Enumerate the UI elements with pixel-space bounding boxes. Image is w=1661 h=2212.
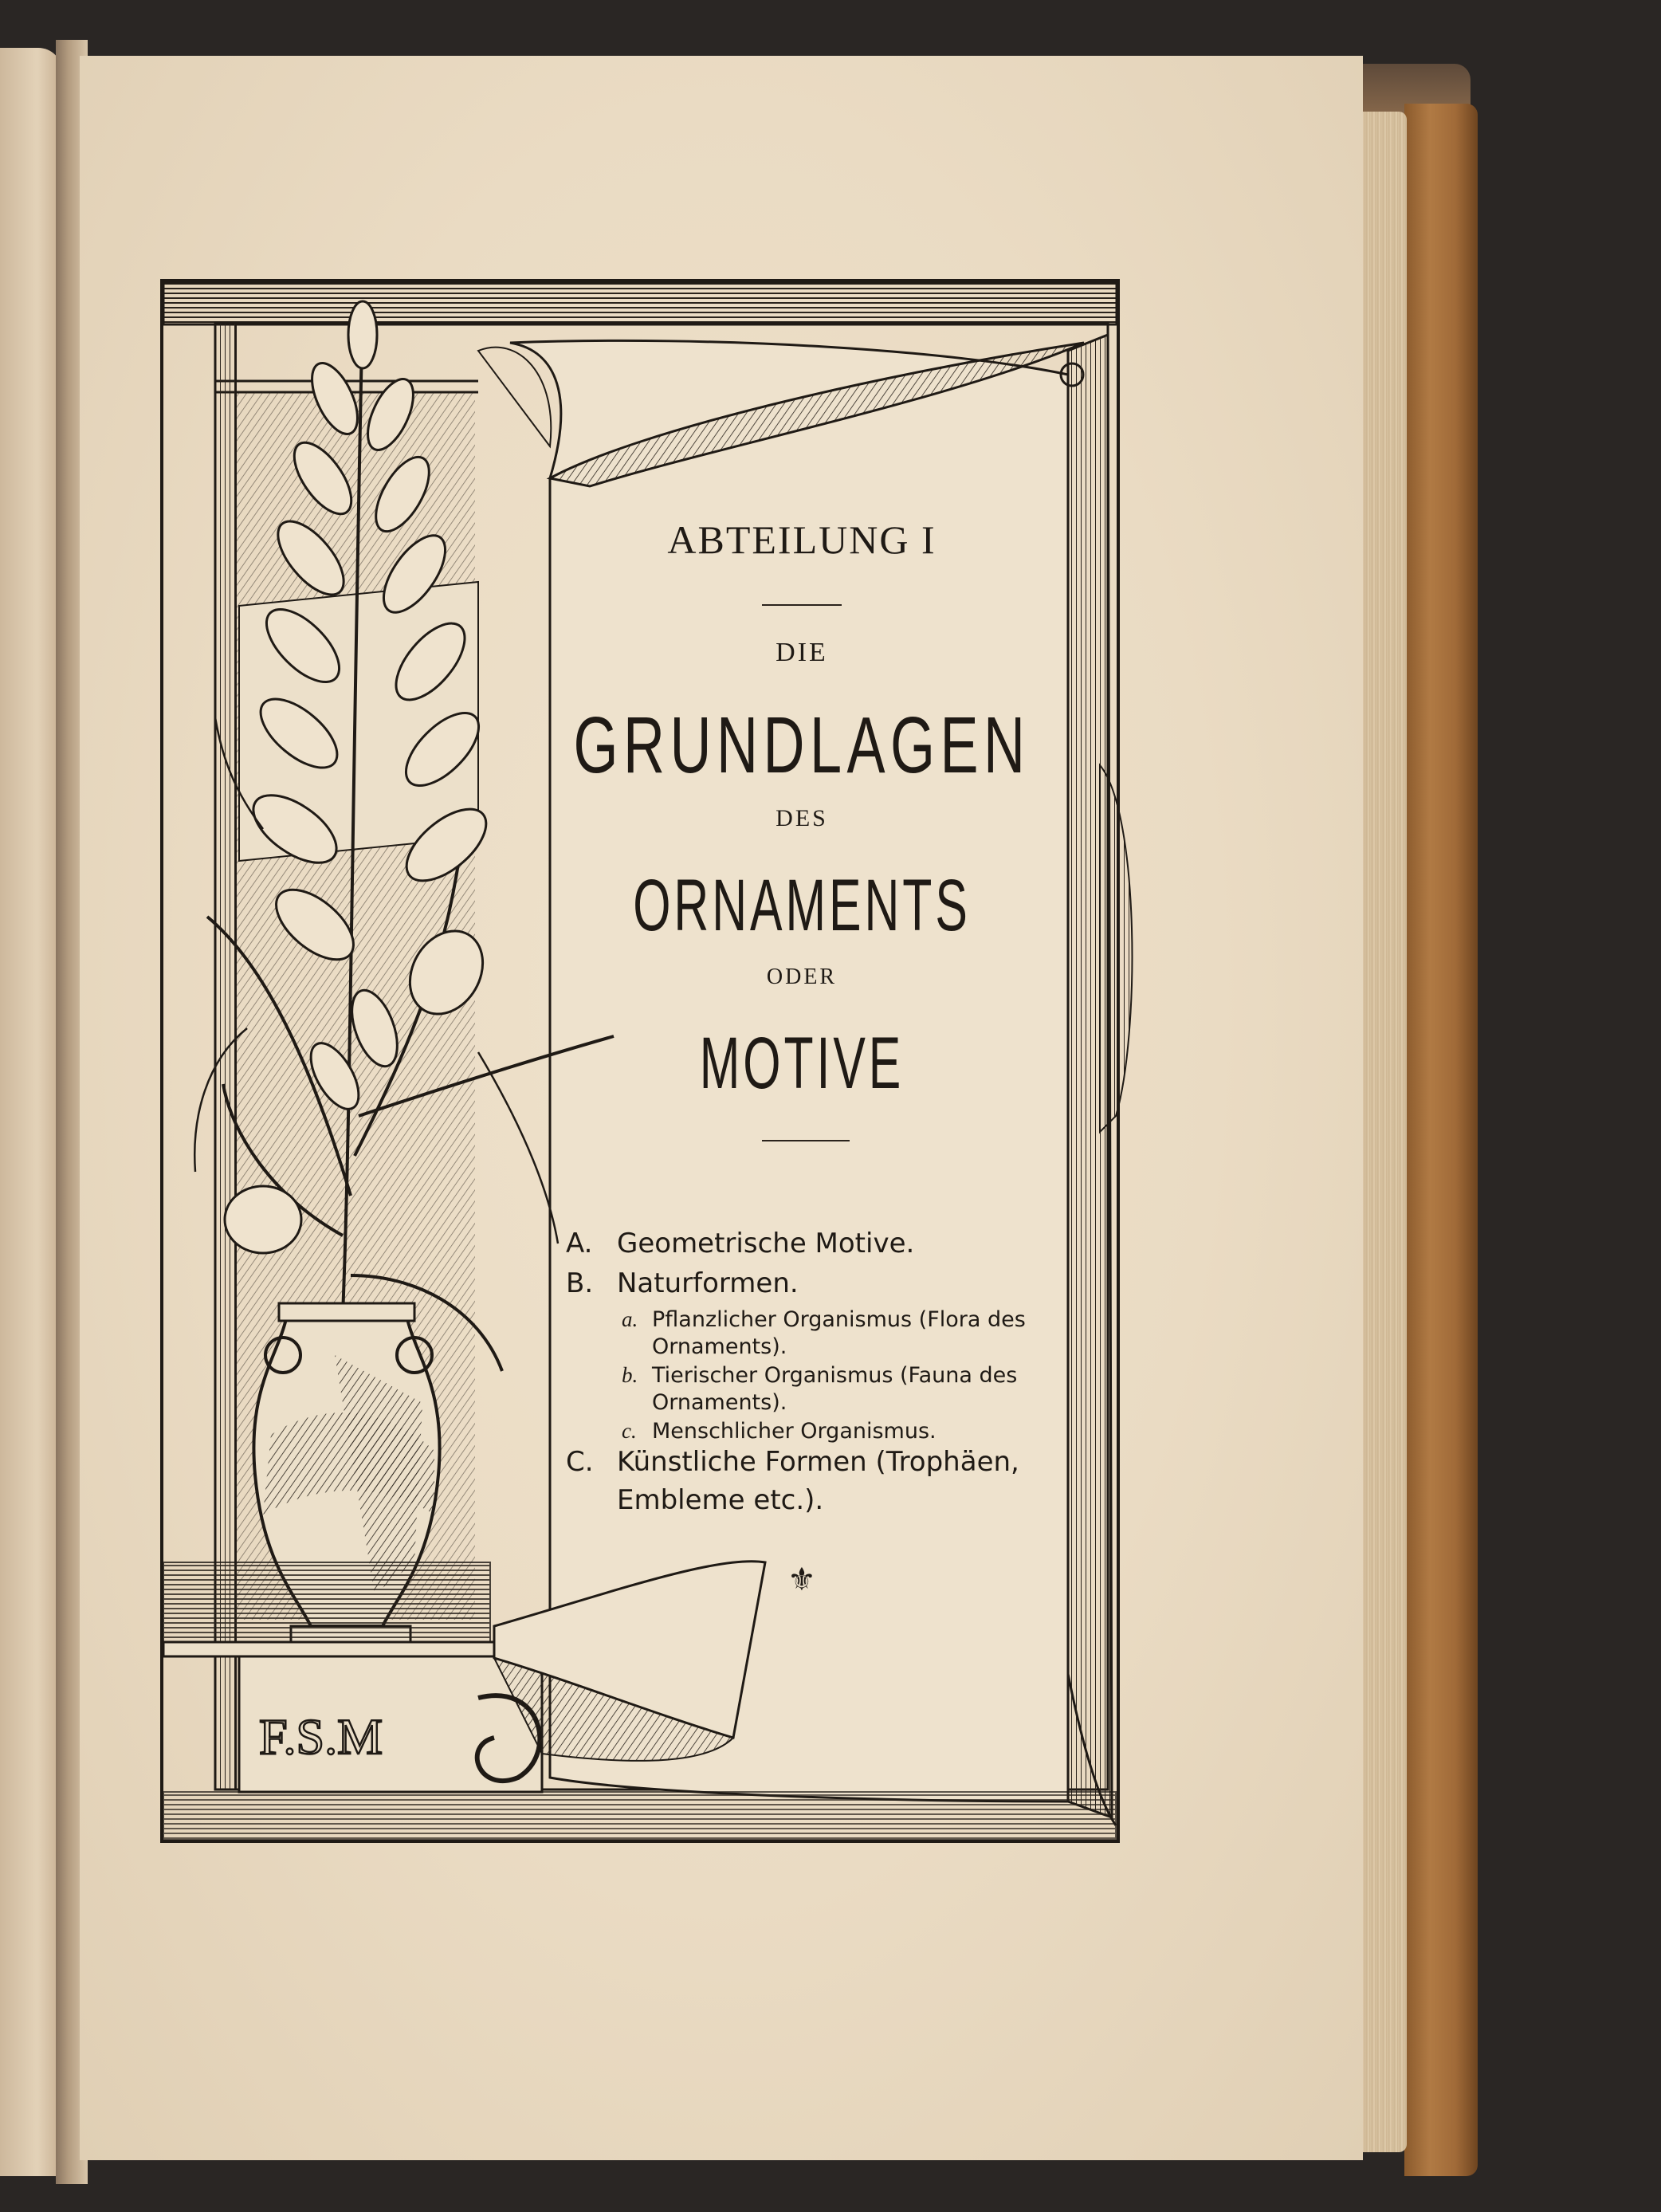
divider-bottom (762, 1140, 850, 1141)
item-text: Geometrische Motive. (617, 1228, 915, 1259)
contents-item (566, 1267, 799, 1299)
title-line-ornaments: ORNAMENTS (633, 865, 971, 946)
item-text: Künstliche Formen (Trophäen, (617, 1446, 1019, 1478)
item-text: Menschlicher Organismus. (652, 1419, 937, 1444)
title-line-oder: ODER (766, 965, 838, 989)
section-heading: ABTEILUNG I (667, 517, 937, 562)
monogram-text: F.S.M (259, 1708, 383, 1765)
title-line-des: DES (776, 805, 828, 831)
item-key: B. (566, 1267, 594, 1299)
contents-item (617, 1484, 823, 1516)
item-text: Ornaments). (652, 1390, 787, 1415)
divider-top (762, 604, 842, 606)
contents-item (566, 1446, 1019, 1478)
fleur-de-lis-icon: ⚜ (787, 1562, 816, 1597)
item-key: A. (566, 1228, 593, 1259)
item-text: Ornaments). (652, 1334, 787, 1359)
title-line-grundlagen: GRUNDLAGEN (573, 701, 1031, 790)
item-key: c. (622, 1419, 637, 1443)
contents-subitem (622, 1419, 937, 1444)
item-text: Tierischer Organismus (Fauna des (652, 1363, 1018, 1388)
contents-item (566, 1228, 914, 1259)
title-line-motive: MOTIVE (699, 1023, 905, 1104)
item-key: C. (566, 1446, 594, 1478)
contents-subitem (622, 1307, 1026, 1332)
contents-subitem (622, 1363, 1017, 1388)
item-text: Embleme etc.). (617, 1484, 824, 1516)
contents-subitem (652, 1334, 787, 1359)
item-key: a. (622, 1307, 638, 1331)
item-text: Naturformen. (617, 1267, 799, 1299)
item-key: b. (622, 1363, 638, 1387)
title-line-die: DIE (776, 638, 828, 667)
top-moulding (163, 283, 1117, 324)
contents-subitem (652, 1390, 787, 1415)
item-text: Pflanzlicher Organismus (Flora des (652, 1307, 1026, 1332)
